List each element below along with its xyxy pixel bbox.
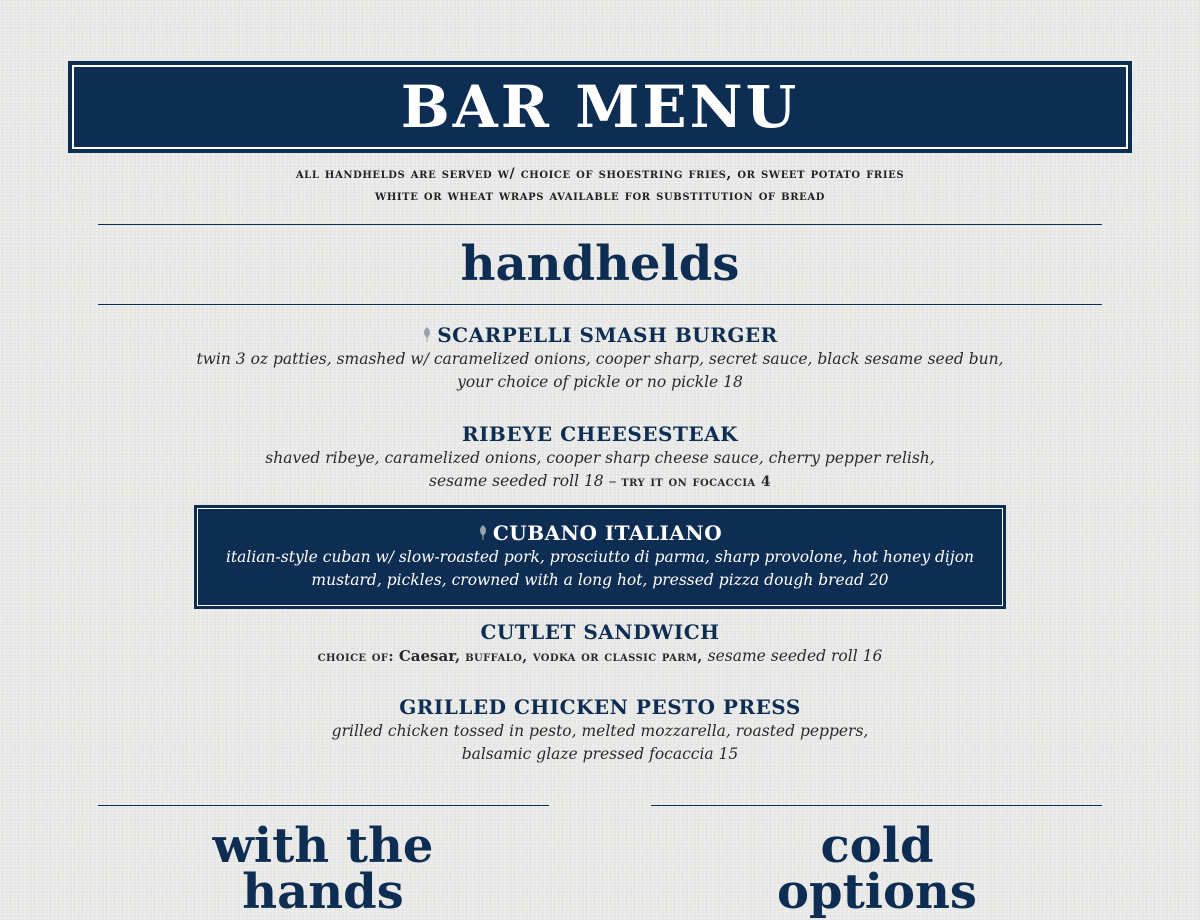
menu-item [150, 421, 1050, 494]
featured-menu-item [194, 505, 1006, 609]
divider-top [98, 224, 1102, 225]
menu-title: BAR MENU [400, 73, 800, 141]
menu-item-name: SCARPELLI SMASH BURGER [150, 322, 1050, 348]
title-banner [69, 62, 1131, 152]
menu-item-name: CUBANO ITALIANO [195, 520, 1005, 546]
section-title-cold-options: cold options [777, 818, 977, 920]
menu-item [150, 322, 1050, 394]
menu-item-name: RIBEYE CHEESESTEAK [461, 422, 739, 446]
focaccia-addon: try it on focaccia 4 [621, 474, 771, 490]
handhelds-sides-note: all handhelds are served w/ choice of shoestring fries, or sweet potato fries [295, 166, 905, 182]
leaf-icon [422, 326, 432, 343]
wrap-substitution-note: white or wheat wraps available for substitution of bread [375, 188, 825, 204]
menu-item-name: GRILLED CHICKEN PESTO PRESS [399, 695, 801, 719]
divider-right [651, 805, 1102, 806]
menu-item [150, 694, 1050, 766]
menu-item-description: choice of: Caesar, buffalo, vodka or classic parm, sesame seeded roll 16 [317, 647, 883, 665]
menu-item-name: CUTLET SANDWICH [480, 620, 720, 644]
section-title-with-the-hands: with the hands [212, 818, 434, 920]
menu-item-description: grilled chicken tossed in pesto, melted mozzarella, roasted peppers, balsamic glaze pressed focaccia 15 [331, 722, 869, 763]
divider-bottom [98, 304, 1102, 305]
menu-item-description: italian-style cuban w/ slow-roasted pork, prosciutto di parma, sharp provolone, hot honey dijon mustard, pickles, crowned with a long hot, pressed pizza dough bread 20 [225, 548, 975, 589]
menu-item-description: twin 3 oz patties, smashed w/ caramelized onions, cooper sharp, secret sauce, black sesame seed bun, your choice of pickle or no pickle 18 [196, 350, 1004, 391]
menu-item-description: shaved ribeye, caramelized onions, cooper sharp cheese sauce, cherry pepper relish, sesame seeded roll 18 – try it on focaccia 4 [265, 449, 935, 490]
divider-left [98, 805, 549, 806]
menu-item [150, 619, 1050, 669]
section-title-handhelds: handhelds [460, 236, 740, 292]
leaf-icon [478, 524, 488, 541]
